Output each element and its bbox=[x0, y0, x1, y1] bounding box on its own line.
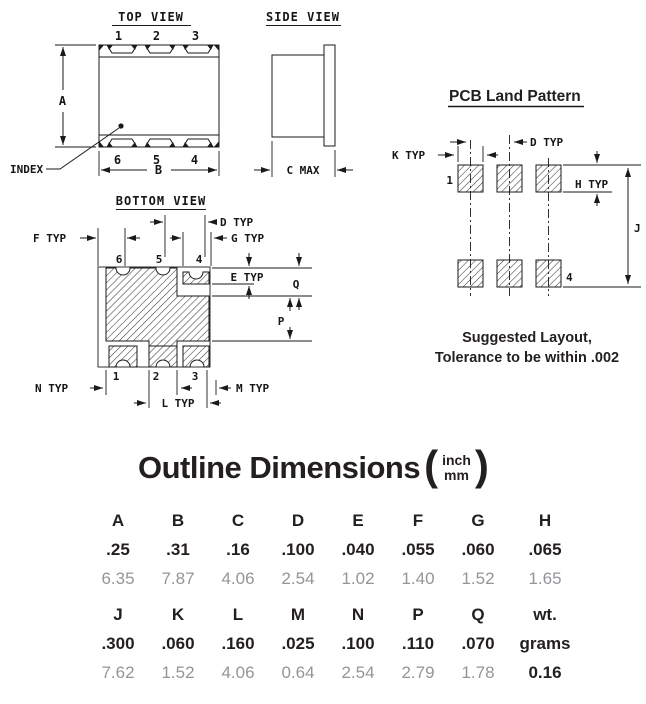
table-cell-mm: 4.06 bbox=[221, 663, 255, 682]
dim-a bbox=[55, 45, 96, 147]
table-cell-mm: 1.02 bbox=[341, 569, 375, 588]
dim-k-land bbox=[392, 146, 498, 162]
top-view-body bbox=[99, 45, 219, 147]
pin-label: 1 bbox=[112, 370, 120, 383]
side-view bbox=[254, 10, 353, 177]
table-cell-headers: K bbox=[171, 605, 185, 624]
table-cell-headers: H bbox=[538, 511, 552, 530]
paren-close: ) bbox=[474, 442, 489, 490]
pin-label: 6 bbox=[115, 253, 123, 266]
table-cell-inch: .300 bbox=[101, 634, 135, 653]
table-cell-inch: .055 bbox=[401, 540, 435, 559]
dim-h-land bbox=[563, 151, 641, 206]
index-label: INDEX bbox=[10, 163, 44, 176]
dim-d-label: D TYP bbox=[220, 216, 254, 229]
dim-a-label: A bbox=[58, 94, 68, 108]
table-cell-inch: .060 bbox=[161, 634, 195, 653]
pin-label: 4 bbox=[195, 253, 203, 266]
table-cell-mm: 7.62 bbox=[101, 663, 135, 682]
layout-note-line2: Tolerance to be within .002 bbox=[434, 350, 620, 366]
table-cell-inch: .16 bbox=[226, 540, 250, 559]
paren-open: ( bbox=[424, 442, 439, 490]
table-cell-headers: P bbox=[412, 605, 424, 624]
table-cell-inch: .025 bbox=[281, 634, 315, 653]
dim-d-land-label: D TYP bbox=[530, 136, 564, 149]
table-cell-inch: .110 bbox=[401, 634, 435, 653]
side-view-flange bbox=[324, 45, 335, 146]
land-pattern-title: PCB Land Pattern bbox=[449, 88, 581, 105]
top-view-pin-bands bbox=[99, 45, 219, 147]
bottom-view-title: BOTTOM VIEW bbox=[115, 194, 207, 208]
unit-inch: inch bbox=[442, 452, 471, 469]
top-view-title: TOP VIEW bbox=[118, 10, 184, 24]
dim-l-label: L TYP bbox=[161, 397, 195, 410]
bottom-view-pad3 bbox=[183, 346, 209, 367]
table-cell-inch: .25 bbox=[106, 540, 130, 559]
table-cell-headers: wt. bbox=[533, 605, 557, 624]
pin-label: 5 bbox=[155, 253, 163, 266]
pin-label: 2 bbox=[152, 29, 162, 43]
table-cell-headers: A bbox=[111, 511, 125, 530]
dim-m-label: M TYP bbox=[236, 382, 270, 395]
table-cell-mm: 1.65 bbox=[528, 569, 562, 588]
dim-f bbox=[33, 232, 140, 245]
table-cell-mm: 1.40 bbox=[401, 569, 435, 588]
table-cell-inch: .100 bbox=[281, 540, 315, 559]
index-leader-line bbox=[46, 128, 119, 169]
bottom-view-pad1 bbox=[109, 346, 137, 367]
table-cell-inch: .100 bbox=[341, 634, 375, 653]
layout-note-line1: Suggested Layout, bbox=[462, 330, 592, 346]
dim-j-label: J bbox=[634, 222, 641, 235]
table-cell-mm: 6.35 bbox=[101, 569, 135, 588]
table-cell-inch: grams bbox=[519, 634, 571, 653]
table-cell-mm: 1.78 bbox=[461, 663, 495, 682]
top-view bbox=[10, 10, 219, 177]
dim-e-q-p bbox=[212, 253, 312, 341]
unit-stack bbox=[442, 453, 471, 482]
dim-c-label: C MAX bbox=[286, 164, 320, 177]
table-cell-mm: 0.64 bbox=[281, 663, 315, 682]
land-pin1-label: 1 bbox=[446, 174, 453, 187]
dim-q-label: Q bbox=[292, 278, 300, 291]
table-cell-headers: C bbox=[231, 511, 245, 530]
unit-mm: mm bbox=[444, 467, 469, 483]
dimensions-table-group1 bbox=[88, 506, 582, 593]
table-cell-mm: 2.79 bbox=[401, 663, 435, 682]
table-cell-headers: J bbox=[113, 605, 123, 624]
dimensions-table-group2 bbox=[88, 600, 582, 687]
dim-h-label: H TYP bbox=[575, 178, 609, 191]
table-cell-headers: D bbox=[291, 511, 305, 530]
table-cell-inch: .060 bbox=[461, 540, 495, 559]
table-cell-inch: .160 bbox=[221, 634, 255, 653]
table-cell-headers: G bbox=[471, 511, 485, 530]
pin-label: 2 bbox=[152, 370, 160, 383]
dim-e-label: E TYP bbox=[230, 271, 264, 284]
dim-d-land bbox=[450, 136, 563, 149]
table-cell-headers: E bbox=[352, 511, 364, 530]
side-view-title: SIDE VIEW bbox=[265, 10, 341, 24]
dim-k-label: K TYP bbox=[392, 149, 426, 162]
land-pin4-label: 4 bbox=[566, 271, 573, 284]
dim-g bbox=[170, 232, 264, 245]
table-cell-mm: 7.87 bbox=[161, 569, 195, 588]
dim-p-label: P bbox=[277, 315, 285, 328]
table-cell-mm: 1.52 bbox=[461, 569, 495, 588]
dim-b-label: B bbox=[154, 163, 164, 177]
index-dot bbox=[118, 123, 123, 128]
table-cell-headers: F bbox=[412, 511, 424, 530]
table-cell-headers: L bbox=[232, 605, 244, 624]
dim-c bbox=[254, 141, 353, 177]
dim-n-label: N TYP bbox=[35, 382, 69, 395]
table-cell-headers: N bbox=[351, 605, 365, 624]
pcb-land-pattern bbox=[392, 88, 641, 366]
table-cell-mm: 0.16 bbox=[528, 663, 562, 682]
table-cell-inch: .070 bbox=[461, 634, 495, 653]
side-view-body bbox=[272, 55, 324, 137]
pin-label: 3 bbox=[191, 370, 199, 383]
pin-label: 6 bbox=[113, 153, 123, 167]
dim-f-label: F TYP bbox=[33, 232, 67, 245]
outline-dimensions-title bbox=[138, 442, 489, 490]
pin-label: 4 bbox=[190, 153, 200, 167]
dim-d-bottom bbox=[150, 216, 253, 229]
bottom-view-pad2 bbox=[149, 346, 177, 367]
pin-label: 3 bbox=[191, 29, 201, 43]
table-cell-inch: .31 bbox=[166, 540, 190, 559]
table-cell-headers: Q bbox=[471, 605, 485, 624]
bottom-view-pad4 bbox=[183, 272, 209, 284]
bottom-view bbox=[33, 194, 312, 410]
table-cell-headers: B bbox=[171, 511, 185, 530]
table-title-text: Outline Dimensions bbox=[138, 450, 421, 485]
table-cell-inch: .065 bbox=[528, 540, 562, 559]
pin-label: 1 bbox=[114, 29, 124, 43]
dim-g-label: G TYP bbox=[231, 232, 265, 245]
table-cell-inch: .040 bbox=[341, 540, 375, 559]
table-cell-mm: 2.54 bbox=[281, 569, 315, 588]
table-cell-mm: 4.06 bbox=[221, 569, 255, 588]
pin-label: 5 bbox=[152, 153, 162, 167]
table-cell-mm: 2.54 bbox=[341, 663, 375, 682]
table-cell-headers: M bbox=[290, 605, 306, 624]
table-cell-mm: 1.52 bbox=[161, 663, 195, 682]
